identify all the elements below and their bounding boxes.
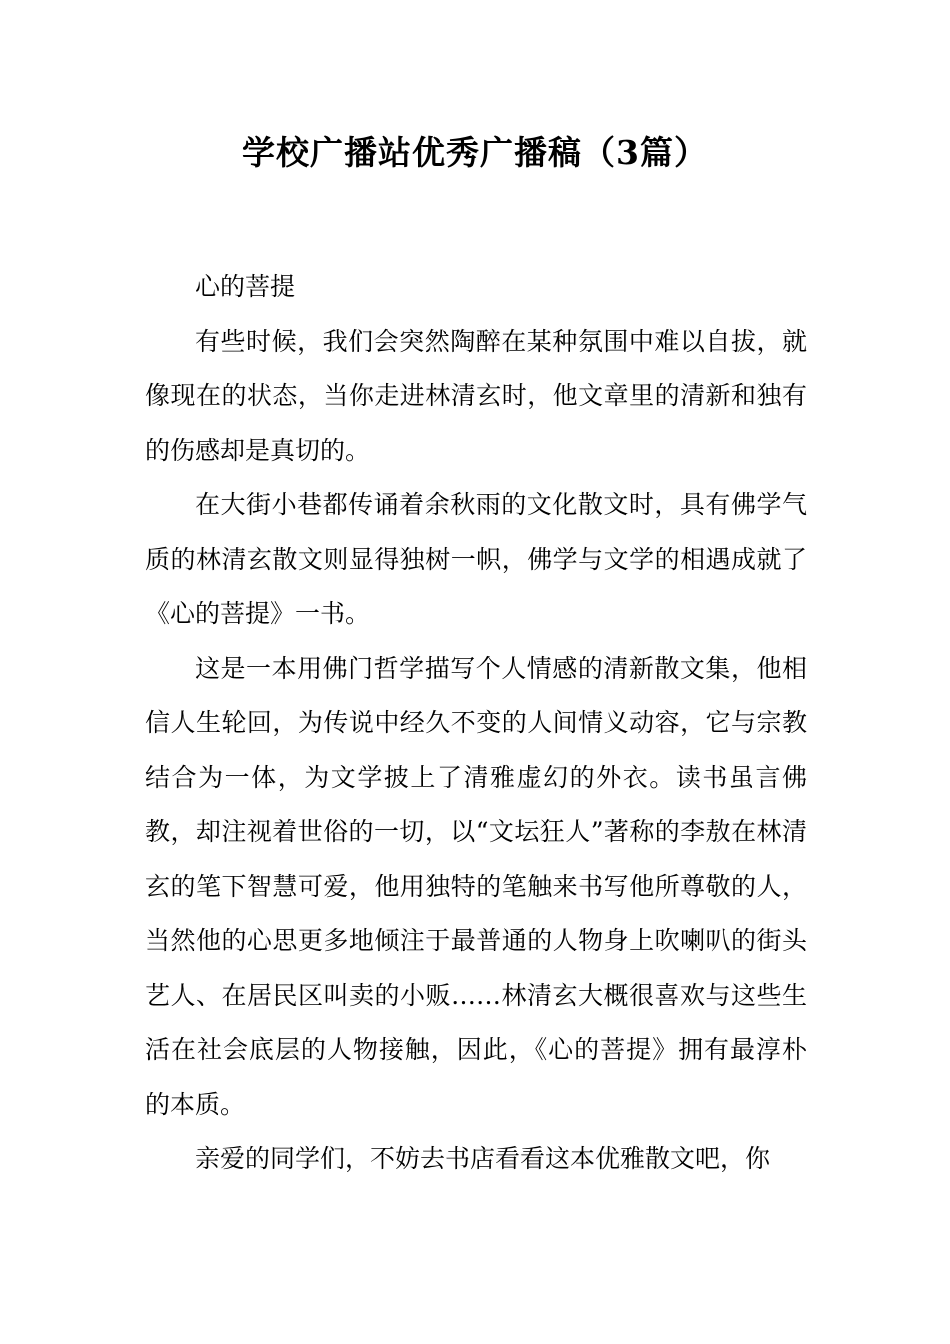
document-title: 学校广播站优秀广播稿（3篇） bbox=[242, 133, 708, 172]
paragraph: 有些时候，我们会突然陶醉在某种氛围中难以自拔，就像现在的状态，当你走进林清玄时，他文章里的清新和独有的伤感却是真切的。 bbox=[145, 326, 807, 465]
paragraph: 在大街小巷都传诵着余秋雨的文化散文时，具有佛学气质的林清玄散文则显得独树一帜，佛学与文学的相遇成就了《心的菩提》一书。 bbox=[145, 490, 807, 628]
document-body bbox=[145, 260, 807, 1187]
section-heading: 心的菩提 bbox=[195, 272, 296, 301]
paragraph: 这是一本用佛门哲学描写个人情感的清新散文集，他相信人生轮回，为传说中经久不变的人间情义动容，它与宗教结合为一体，为文学披上了清雅虚幻的外衣。读书虽言佛教，却注视着世俗的一切，以“文坛狂人”著称的李敖在林清玄的笔下智慧可爱，他用独特的笔触来书写他所尊敬的人，当然他的心思更多地倾注于最普通的人物身上吹喇叭的街头艺人、在居民区叫卖的小贩……林清玄大概很喜欢与这些生活在社会底层的人物接触，因此，《心的菩提》拥有最淳朴的本质。 bbox=[145, 653, 807, 1119]
paragraph: 亲爱的同学们，不妨去书店看看这本优雅散文吧，你 bbox=[195, 1144, 771, 1173]
